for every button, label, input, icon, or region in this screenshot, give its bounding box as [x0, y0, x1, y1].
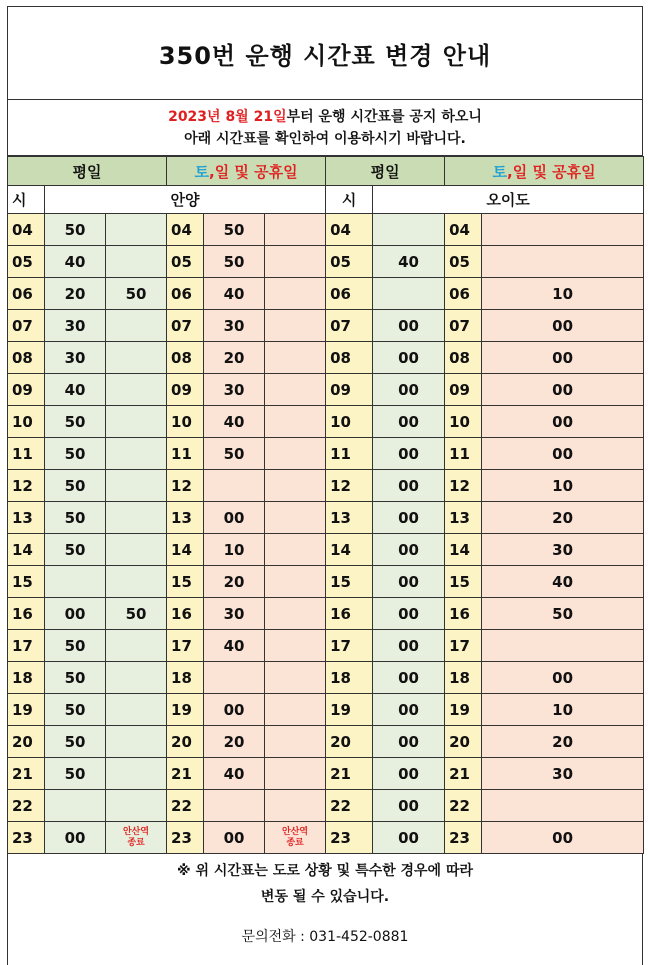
hour-cell: 15: [8, 566, 45, 598]
oido-holiday-min: [482, 246, 644, 278]
hour-cell: 14: [326, 534, 373, 566]
hour-cell: 10: [8, 406, 45, 438]
hour-cell: 18: [445, 662, 482, 694]
anyang-holiday-min-1: 30: [204, 374, 265, 406]
hour-cell: 23: [8, 822, 45, 854]
oido-holiday-min: 00: [482, 342, 644, 374]
hour-cell: 21: [445, 758, 482, 790]
hour-cell: 17: [167, 630, 204, 662]
oido-holiday-min: 20: [482, 726, 644, 758]
oido-holiday-min: [482, 630, 644, 662]
anyang-holiday-min-1: [204, 662, 265, 694]
oido-weekday-min: 00: [373, 694, 445, 726]
hour-cell: 08: [445, 342, 482, 374]
hour-cell: 13: [167, 502, 204, 534]
oido-holiday-min: 10: [482, 278, 644, 310]
hour-cell: 04: [8, 214, 45, 246]
table-row: [8, 214, 644, 246]
hour-cell: 06: [326, 278, 373, 310]
hour-cell: 19: [8, 694, 45, 726]
hour-cell: 04: [445, 214, 482, 246]
table-row: [8, 694, 644, 726]
page-title: 350번 운행 시간표 변경 안내: [158, 41, 492, 70]
oido-holiday-min: 00: [482, 822, 644, 854]
anyang-holiday-min-1: 40: [204, 758, 265, 790]
oido-weekday-min: 00: [373, 534, 445, 566]
oido-weekday-min: 00: [373, 406, 445, 438]
anyang-weekday-header: 평일: [8, 157, 167, 186]
anyang-weekday-min-2: [106, 438, 167, 470]
oido-holiday-min: 50: [482, 598, 644, 630]
anyang-weekday-min-2: [106, 566, 167, 598]
hour-cell: 15: [167, 566, 204, 598]
hour-cell: 10: [445, 406, 482, 438]
anyang-header: 안양: [45, 186, 326, 214]
contact-phone: 문의전화 : 031-452-0881: [241, 929, 409, 945]
holiday-rest-label: ,일 및 공휴일: [209, 162, 298, 181]
hour-cell: 16: [8, 598, 45, 630]
anyang-weekday-min-2: [106, 406, 167, 438]
hour-cell: 21: [326, 758, 373, 790]
anyang-weekday-min-1: [45, 566, 106, 598]
hour-header: 시: [326, 186, 373, 214]
table-row: [8, 662, 644, 694]
hour-cell: 17: [326, 630, 373, 662]
anyang-holiday-min-2: [265, 470, 326, 502]
hour-cell: 13: [326, 502, 373, 534]
anyang-holiday-min-1: 40: [204, 630, 265, 662]
oido-weekday-min: 00: [373, 822, 445, 854]
hour-cell: 13: [8, 502, 45, 534]
anyang-holiday-min-1: 20: [204, 342, 265, 374]
hour-cell: 05: [445, 246, 482, 278]
anyang-holiday-min-2: [265, 694, 326, 726]
hour-cell: 04: [167, 214, 204, 246]
oido-weekday-header: 평일: [326, 157, 445, 186]
hour-cell: 11: [167, 438, 204, 470]
anyang-holiday-min-1: [204, 790, 265, 822]
oido-weekday-min: 00: [373, 790, 445, 822]
anyang-weekday-min-2: 안산역 종료: [106, 822, 167, 854]
anyang-holiday-min-2: [265, 726, 326, 758]
oido-holiday-min: [482, 214, 644, 246]
anyang-holiday-min-2: [265, 246, 326, 278]
hour-cell: 22: [167, 790, 204, 822]
hour-cell: 07: [167, 310, 204, 342]
hour-cell: 04: [326, 214, 373, 246]
anyang-weekday-min-1: 50: [45, 630, 106, 662]
hour-cell: 20: [167, 726, 204, 758]
hour-cell: 16: [445, 598, 482, 630]
anyang-weekday-min-1: 50: [45, 214, 106, 246]
hour-cell: 09: [445, 374, 482, 406]
holiday-to-label: 토: [194, 162, 209, 181]
hour-cell: 19: [326, 694, 373, 726]
table-row: [8, 726, 644, 758]
hour-cell: 06: [445, 278, 482, 310]
footer: [8, 854, 642, 950]
anyang-weekday-min-2: 50: [106, 598, 167, 630]
oido-holiday-min: [482, 790, 644, 822]
anyang-weekday-min-1: 50: [45, 758, 106, 790]
table-row: [8, 790, 644, 822]
hour-cell: 14: [8, 534, 45, 566]
footer-note-2: 변동 될 수 있습니다.: [260, 889, 390, 905]
hour-cell: 14: [167, 534, 204, 566]
oido-weekday-min: [373, 214, 445, 246]
table-row: [8, 822, 644, 854]
hour-cell: 10: [326, 406, 373, 438]
table-row: [8, 406, 644, 438]
hour-cell: 12: [326, 470, 373, 502]
anyang-holiday-min-1: 00: [204, 694, 265, 726]
table-row: [8, 630, 644, 662]
oido-weekday-min: 00: [373, 566, 445, 598]
hour-cell: 23: [326, 822, 373, 854]
hour-cell: 11: [8, 438, 45, 470]
hour-cell: 07: [8, 310, 45, 342]
notice-line-2: 아래 시간표를 확인하여 이용하시기 바랍니다.: [184, 131, 466, 147]
hour-cell: 09: [167, 374, 204, 406]
anyang-holiday-min-1: 50: [204, 214, 265, 246]
hour-cell: 18: [8, 662, 45, 694]
anyang-weekday-min-2: [106, 214, 167, 246]
anyang-weekday-min-2: [106, 630, 167, 662]
timetable-sheet: [7, 6, 643, 965]
anyang-weekday-min-2: [106, 246, 167, 278]
table-row: [8, 502, 644, 534]
oido-weekday-min: 00: [373, 438, 445, 470]
route-header: [8, 186, 644, 214]
anyang-weekday-min-2: [106, 790, 167, 822]
anyang-holiday-min-1: 30: [204, 310, 265, 342]
anyang-holiday-min-2: [265, 790, 326, 822]
anyang-weekday-min-1: 40: [45, 246, 106, 278]
anyang-holiday-min-2: [265, 214, 326, 246]
anyang-holiday-header: [167, 157, 326, 186]
anyang-holiday-min-2: [265, 566, 326, 598]
anyang-holiday-min-1: 30: [204, 598, 265, 630]
anyang-holiday-min-2: [265, 310, 326, 342]
anyang-holiday-min-2: [265, 758, 326, 790]
anyang-holiday-min-1: 00: [204, 502, 265, 534]
anyang-holiday-min-2: [265, 502, 326, 534]
table-row: [8, 374, 644, 406]
hour-cell: 11: [326, 438, 373, 470]
anyang-holiday-min-2: [265, 406, 326, 438]
hour-cell: 06: [167, 278, 204, 310]
oido-weekday-min: 00: [373, 470, 445, 502]
oido-holiday-min: 00: [482, 310, 644, 342]
anyang-weekday-min-2: [106, 662, 167, 694]
anyang-holiday-min-2: [265, 598, 326, 630]
anyang-weekday-min-1: 50: [45, 502, 106, 534]
hour-cell: 10: [167, 406, 204, 438]
oido-weekday-min: 00: [373, 342, 445, 374]
oido-weekday-min: 00: [373, 630, 445, 662]
oido-holiday-min: 30: [482, 534, 644, 566]
anyang-weekday-min-1: 30: [45, 342, 106, 374]
hour-cell: 08: [8, 342, 45, 374]
hour-cell: 20: [8, 726, 45, 758]
hour-cell: 12: [8, 470, 45, 502]
holiday-to-label: 토: [492, 162, 508, 181]
anyang-weekday-min-1: 50: [45, 406, 106, 438]
hour-cell: 20: [445, 726, 482, 758]
hour-cell: 06: [8, 278, 45, 310]
anyang-holiday-min-2: [265, 662, 326, 694]
table-row: [8, 566, 644, 598]
anyang-weekday-min-1: 30: [45, 310, 106, 342]
table-row: [8, 470, 644, 502]
hour-cell: 18: [326, 662, 373, 694]
hour-cell: 14: [445, 534, 482, 566]
hour-cell: 09: [8, 374, 45, 406]
hour-cell: 05: [8, 246, 45, 278]
anyang-weekday-min-1: 50: [45, 470, 106, 502]
hour-cell: 12: [445, 470, 482, 502]
hour-cell: 18: [167, 662, 204, 694]
anyang-holiday-min-2: [265, 534, 326, 566]
anyang-holiday-min-1: 40: [204, 278, 265, 310]
timetable: [7, 156, 644, 854]
hour-cell: 21: [167, 758, 204, 790]
anyang-weekday-min-1: 50: [45, 662, 106, 694]
hour-cell: 22: [326, 790, 373, 822]
table-row: [8, 438, 644, 470]
anyang-holiday-min-1: 50: [204, 246, 265, 278]
anyang-weekday-min-2: [106, 694, 167, 726]
anyang-holiday-min-2: [265, 374, 326, 406]
hour-cell: 09: [326, 374, 373, 406]
anyang-holiday-min-2: [265, 438, 326, 470]
oido-weekday-min: 00: [373, 502, 445, 534]
hour-cell: 20: [326, 726, 373, 758]
anyang-holiday-min-2: [265, 342, 326, 374]
hour-cell: 23: [167, 822, 204, 854]
anyang-weekday-min-2: [106, 310, 167, 342]
hour-cell: 08: [167, 342, 204, 374]
notice-date: 2023년 8월 21일: [168, 109, 287, 125]
hour-cell: 15: [326, 566, 373, 598]
table-row: [8, 758, 644, 790]
anyang-weekday-min-1: [45, 790, 106, 822]
oido-holiday-min: 00: [482, 374, 644, 406]
anyang-weekday-min-2: [106, 374, 167, 406]
hour-cell: 17: [445, 630, 482, 662]
oido-holiday-min: 10: [482, 470, 644, 502]
oido-weekday-min: 00: [373, 758, 445, 790]
oido-holiday-min: 20: [482, 502, 644, 534]
table-row: [8, 246, 644, 278]
anyang-holiday-min-2: [265, 630, 326, 662]
anyang-weekday-min-1: 50: [45, 534, 106, 566]
hour-cell: 08: [326, 342, 373, 374]
hour-cell: 11: [445, 438, 482, 470]
anyang-weekday-min-2: [106, 470, 167, 502]
hour-cell: 19: [167, 694, 204, 726]
oido-weekday-min: 00: [373, 310, 445, 342]
hour-cell: 16: [326, 598, 373, 630]
hour-cell: 22: [445, 790, 482, 822]
table-row: [8, 310, 644, 342]
oido-weekday-min: 00: [373, 662, 445, 694]
hour-cell: 17: [8, 630, 45, 662]
oido-holiday-min: 00: [482, 662, 644, 694]
oido-weekday-min: 40: [373, 246, 445, 278]
day-type-header: [8, 157, 644, 186]
oido-weekday-min: [373, 278, 445, 310]
oido-header: 오이도: [373, 186, 644, 214]
hour-cell: 13: [445, 502, 482, 534]
hour-cell: 15: [445, 566, 482, 598]
hour-cell: 16: [167, 598, 204, 630]
anyang-weekday-min-1: 00: [45, 598, 106, 630]
anyang-holiday-min-1: 20: [204, 726, 265, 758]
notice-line-1-rest: 부터 운행 시간표를 공지 하오니: [286, 109, 482, 125]
oido-holiday-min: 30: [482, 758, 644, 790]
hour-cell: 19: [445, 694, 482, 726]
anyang-holiday-min-2: [265, 278, 326, 310]
anyang-weekday-min-1: 40: [45, 374, 106, 406]
anyang-holiday-min-1: 00: [204, 822, 265, 854]
hour-cell: 12: [167, 470, 204, 502]
hour-cell: 05: [167, 246, 204, 278]
hour-cell: 23: [445, 822, 482, 854]
anyang-weekday-min-2: 50: [106, 278, 167, 310]
anyang-weekday-min-1: 50: [45, 438, 106, 470]
hour-cell: 07: [445, 310, 482, 342]
anyang-weekday-min-1: 50: [45, 694, 106, 726]
oido-holiday-min: 00: [482, 438, 644, 470]
anyang-holiday-min-1: 10: [204, 534, 265, 566]
anyang-holiday-min-1: 40: [204, 406, 265, 438]
anyang-holiday-min-1: [204, 470, 265, 502]
anyang-holiday-min-1: 50: [204, 438, 265, 470]
footer-note-1: ※ 위 시간표는 도로 상황 및 특수한 경우에 따라: [176, 863, 474, 879]
title-box: [8, 7, 642, 100]
anyang-weekday-min-2: [106, 726, 167, 758]
anyang-weekday-min-2: [106, 534, 167, 566]
notice-line-1: [8, 106, 642, 128]
hour-cell: 22: [8, 790, 45, 822]
anyang-holiday-min-2: 안산역 종료: [265, 822, 326, 854]
oido-weekday-min: 00: [373, 374, 445, 406]
oido-holiday-header: [445, 157, 644, 186]
oido-holiday-min: 10: [482, 694, 644, 726]
anyang-weekday-min-2: [106, 502, 167, 534]
hour-cell: 21: [8, 758, 45, 790]
table-row: [8, 278, 644, 310]
notice: [8, 100, 642, 156]
anyang-holiday-min-1: 20: [204, 566, 265, 598]
oido-weekday-min: 00: [373, 598, 445, 630]
holiday-rest-label: ,일 및 공휴일: [507, 162, 596, 181]
table-row: [8, 534, 644, 566]
hour-header: 시: [8, 186, 45, 214]
anyang-weekday-min-1: 20: [45, 278, 106, 310]
anyang-weekday-min-2: [106, 758, 167, 790]
table-row: [8, 342, 644, 374]
hour-cell: 07: [326, 310, 373, 342]
oido-holiday-min: 00: [482, 406, 644, 438]
anyang-weekday-min-1: 00: [45, 822, 106, 854]
hour-cell: 05: [326, 246, 373, 278]
anyang-weekday-min-2: [106, 342, 167, 374]
oido-weekday-min: 00: [373, 726, 445, 758]
anyang-weekday-min-1: 50: [45, 726, 106, 758]
table-row: [8, 598, 644, 630]
oido-holiday-min: 40: [482, 566, 644, 598]
